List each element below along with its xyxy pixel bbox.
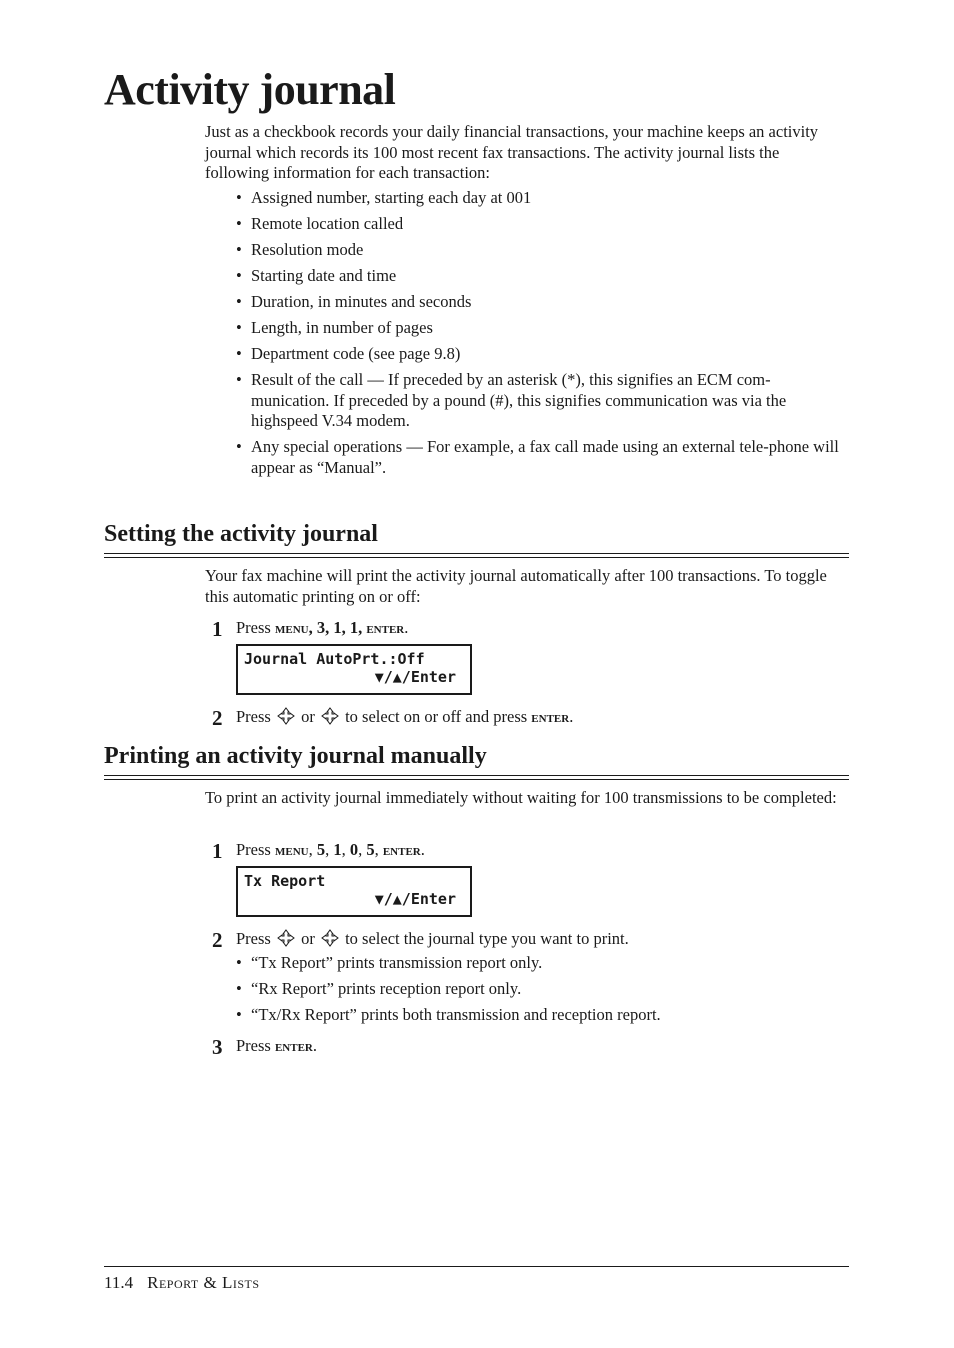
step-number: 2: [212, 706, 223, 730]
lcd-line-2: ▼/▲/Enter: [374, 890, 456, 908]
step-number: 1: [212, 839, 223, 863]
list-item: • Department code (see page 9.8): [236, 344, 846, 365]
section-heading-printing: Printing an activity journal manually: [104, 743, 487, 769]
list-item: • Starting date and time: [236, 266, 846, 287]
section-heading-setting: Setting the activity journal: [104, 521, 378, 547]
step-number: 1: [212, 617, 223, 641]
enter-key: enter: [274, 1039, 313, 1055]
lcd-display: [236, 644, 472, 695]
lcd-line-1: Journal AutoPrt.:Off: [244, 650, 425, 668]
list-item: • Assigned number, starting each day at 001: [236, 188, 846, 209]
nav-arrow-icon: [277, 929, 295, 947]
menu-key: menu: [274, 843, 309, 859]
list-item: • “Rx Report” prints reception report only.: [236, 979, 846, 1000]
step-number: 3: [212, 1035, 223, 1059]
info-list: [236, 188, 846, 478]
nav-arrow-icon: [277, 707, 295, 725]
enter-key: enter: [531, 710, 570, 726]
footer-rule: [104, 1266, 849, 1267]
page-title: Activity journal: [104, 65, 396, 114]
list-item: • “Tx Report” prints transmission report only.: [236, 953, 846, 974]
step-number: 2: [212, 928, 223, 952]
nav-arrow-icon: [321, 929, 339, 947]
list-item: • Resolution mode: [236, 240, 846, 261]
setting-intro: Your fax machine will print the activity journal automatically after 100 transactions. To toggle this automatic printing on or off:: [205, 566, 827, 606]
list-item: • Remote location called: [236, 214, 846, 235]
printing-intro: To print an activity journal immediately without waiting for 100 transmissions to be completed:: [205, 788, 837, 807]
menu-key: menu: [274, 621, 309, 637]
printing-step3-text: Press enter.: [236, 1036, 317, 1055]
list-item: • Length, in number of pages: [236, 318, 846, 339]
setting-step2-text: Press or to select on or off and press enter.: [236, 707, 574, 726]
enter-key: enter: [382, 843, 421, 859]
report-type-list: [236, 953, 846, 1026]
page-number: 11.4: [104, 1273, 134, 1292]
list-item: • Result of the call — If preceded by an asterisk (*), this signifies an ECM com-munication. If preceded by a pound (#), this signifies communication was via the highspeed V.34 modem.: [236, 370, 846, 432]
section-rule: [104, 775, 849, 780]
lcd-line-2: ▼/▲/Enter: [374, 668, 456, 686]
lcd-line-1: Tx Report: [244, 872, 326, 890]
list-item: • Duration, in minutes and seconds: [236, 292, 846, 313]
intro-paragraph: Just as a checkbook records your daily financial transactions, your machine keeps an activity journal which records its 100 most recent fax transactions. The activity journal lists the following information for each transaction:: [205, 122, 819, 182]
list-item: • Any special operations — For example, a fax call made using an external tele-phone will appear as “Manual”.: [236, 437, 846, 478]
enter-key: enter: [366, 621, 405, 637]
footer-section-title: Report & Lists: [147, 1273, 260, 1292]
setting-step1-text: Press menu, 3, 1, 1, enter.: [236, 618, 409, 637]
nav-arrow-icon: [321, 707, 339, 725]
printing-step2-text: Press or to select the journal type you want to print.: [236, 929, 629, 948]
page-footer: [104, 1273, 260, 1293]
lcd-display: [236, 866, 472, 917]
list-item: • “Tx/Rx Report” prints both transmission and reception report.: [236, 1005, 846, 1026]
printing-step1-text: Press menu, 5, 1, 0, 5, enter.: [236, 840, 425, 859]
section-rule: [104, 553, 849, 558]
